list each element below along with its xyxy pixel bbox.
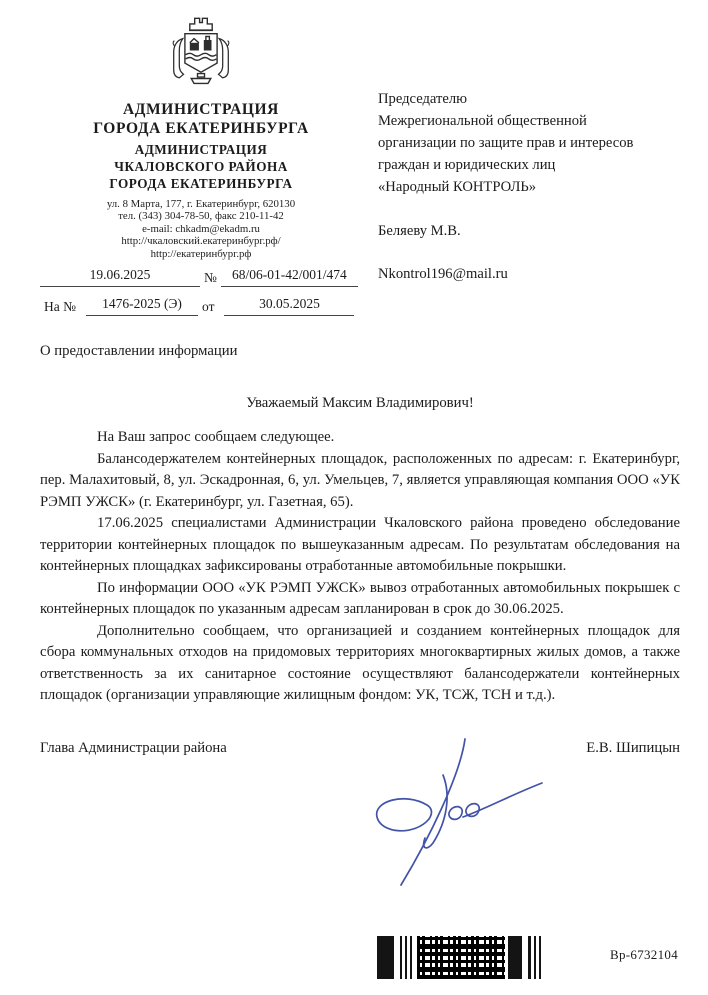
- body-paragraph: 17.06.2025 специалистами Администрации Чкаловского района проведено обследование территории контейнерных площадок по вышеуказанным адресам. По результатам обследования на контейнерных площадках зафиксированы отработанные автомобильные покрышки.: [40, 515, 680, 575]
- sender-phone: тел. (343) 304-78-50, факс 210-11-42: [118, 210, 284, 223]
- outgoing-reference-row: [40, 267, 362, 287]
- reply-to-label: На №: [44, 299, 76, 315]
- body-paragraph: По информации ООО «УК РЭМП УЖСК» вывоз отработанных автомобильных покрышек с контейнерных площадок по указанным адресам запланирован в срок до 30.06.2025.: [40, 579, 680, 618]
- signer-name: Е.В. Шипицын: [586, 739, 680, 756]
- letter-body: [40, 427, 680, 707]
- recipient-line: Межрегиональной общественной: [378, 113, 587, 129]
- recipient-line: граждан и юридических лиц: [378, 157, 556, 173]
- body-paragraph: Балансодержателем контейнерных площадок, расположенных по адресам: г. Екатеринбург, пер. Малахитовый, 8, ул. Эскадронная, 6, ул. Умельцев, 7, является управляющая компания ООО «УК РЭМП УЖСК» (г. Екатеринбург, ул. Газетная, 65).: [40, 450, 680, 510]
- recipient-name: Беляеву М.В.: [378, 223, 461, 239]
- from-label: от: [202, 299, 215, 315]
- handwritten-signature-icon: [363, 737, 548, 887]
- document-barcode-icon: [377, 936, 541, 979]
- signature-row: [40, 740, 680, 757]
- sender-suborg-line: АДМИНИСТРАЦИЯ: [134, 142, 268, 157]
- body-paragraph: Дополнительно сообщаем, что организацией и созданием контейнерных площадок для сбора коммунальных отходов на придомовых территориях многоквартирных жилых домов, а также ответственность за их санитарное состояние осуществляют балансодержатели контейнерных площадок (организации управляющие жилищным фондом: УК, ТСЖ, ТСН и т.д.).: [40, 622, 680, 704]
- recipient-line: Председателю: [378, 91, 468, 107]
- coat-of-arms-icon: [40, 12, 362, 98]
- incoming-number: 1476-2025 (Э): [86, 296, 198, 316]
- letterhead: [40, 12, 680, 316]
- recipient-block: [362, 12, 678, 316]
- recipient-email: Nkontrol196@mail.ru: [378, 266, 508, 282]
- sender-org-line: АДМИНИСТРАЦИЯ: [123, 101, 279, 118]
- sender-website: http://чкаловский.екатеринбург.рф/: [121, 235, 281, 248]
- incoming-reference-row: [40, 296, 362, 316]
- salutation: Уважаемый Максим Владимирович!: [246, 395, 474, 412]
- sender-org-line: ГОРОДА ЕКАТЕРИНБУРГА: [93, 120, 309, 137]
- number-sign-label: №: [204, 270, 217, 286]
- sender-address: ул. 8 Марта, 177, г. Екатеринбург, 620130: [106, 198, 296, 210]
- letter-number: 68/06-01-42/001/474: [221, 267, 358, 287]
- signer-position: Глава Администрации района: [40, 739, 227, 756]
- sender-org-name: [40, 100, 362, 138]
- letter-date: 19.06.2025: [40, 267, 200, 287]
- sender-suborg-line: ЧКАЛОВСКОГО РАЙОНА: [114, 159, 288, 174]
- recipient-line: «Народный КОНТРОЛЬ»: [378, 179, 537, 195]
- barcode-number: Вр-6732104: [610, 947, 678, 962]
- sender-suborg-line: ГОРОДА ЕКАТЕРИНБУРГА: [109, 176, 293, 191]
- subject-line: О предоставлении информации: [40, 343, 238, 360]
- sender-email: e-mail: chkadm@ekadm.ru: [142, 222, 260, 235]
- sender-block: [40, 12, 362, 316]
- body-paragraph: На Ваш запрос сообщаем следующее.: [97, 429, 335, 446]
- sender-contact-block: [40, 198, 362, 260]
- incoming-date: 30.05.2025: [224, 296, 354, 316]
- sender-website: http://екатеринбург.рф: [150, 247, 252, 260]
- sender-suborg-name: [40, 141, 362, 192]
- recipient-line: организации по защите прав и интересов: [378, 135, 634, 151]
